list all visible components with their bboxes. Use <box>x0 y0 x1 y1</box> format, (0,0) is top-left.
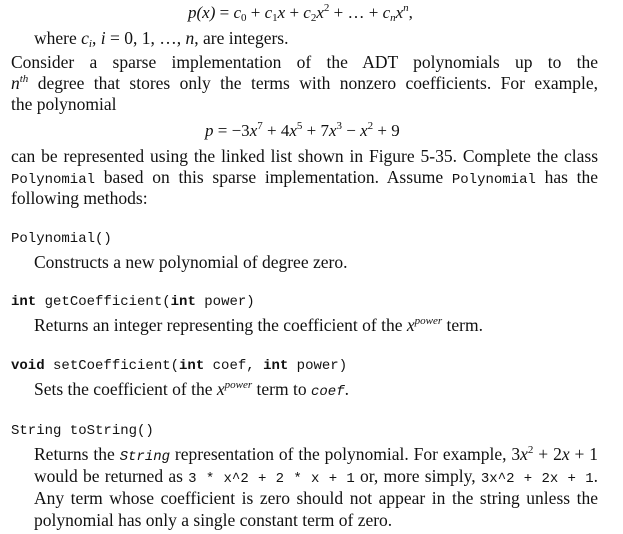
method-description-constructor: Constructs a new polynomial of degree zero. <box>34 252 348 272</box>
method-description-to-string-line-1: Returns the String representation of the polynomial. For example, $3x^2 + 2x + 1$ <box>34 444 599 465</box>
paragraph-2-line-3: following methods: <box>11 188 148 208</box>
paragraph-2-line-1: can be represented using the linked list shown in Figure 5-35. Complete the class <box>11 146 598 166</box>
method-description-to-string-line-4: polynomial has only a single constant term of zero. <box>34 510 393 530</box>
equation-polynomial-general: $p(x) = c_0 + c_1x + c_2x^2$ + … + $c_nx^n$, <box>188 2 413 24</box>
where-line: where $c_i$, i = 0, 1, …, n, are integers. <box>34 28 289 50</box>
paragraph-2-line-2: Polynomial based on this sparse implementation. Assume Polynomial has the <box>11 167 598 188</box>
paragraph-1-line-1: Consider a sparse implementation of the ADT polynomials up to the <box>11 52 598 72</box>
equation-example-polynomial: $p = -3x^7 + 4x^5 + 7x^3 - x^2 + 9$ <box>205 120 400 140</box>
method-description-get-coefficient: Returns an integer representing the coefficient of the $x^{power}$ term. <box>34 315 483 335</box>
method-description-to-string-line-2: would be returned as 3 * x^2 + 2 * x + 1 or, more simply, 3x^2 + 2x + 1. <box>34 466 598 487</box>
method-signature-set-coefficient: void setCoefficient(int coef, int power) <box>11 358 348 374</box>
method-signature-constructor: Polynomial() <box>11 231 112 247</box>
method-description-to-string-line-3: Any term whose coefficient is zero should not appear in the string unless the <box>34 488 598 508</box>
method-signature-get-coefficient: int getCoefficient(int power) <box>11 294 255 310</box>
method-description-set-coefficient: Sets the coefficient of the $x^{power}$ term to coef. <box>34 379 349 400</box>
paragraph-1-line-2: $n^{th}$ degree that stores only the terms with nonzero coefficients. For example, <box>11 73 598 93</box>
method-signature-to-string: String toString() <box>11 423 154 439</box>
paragraph-1-line-3: the polynomial <box>11 94 117 114</box>
